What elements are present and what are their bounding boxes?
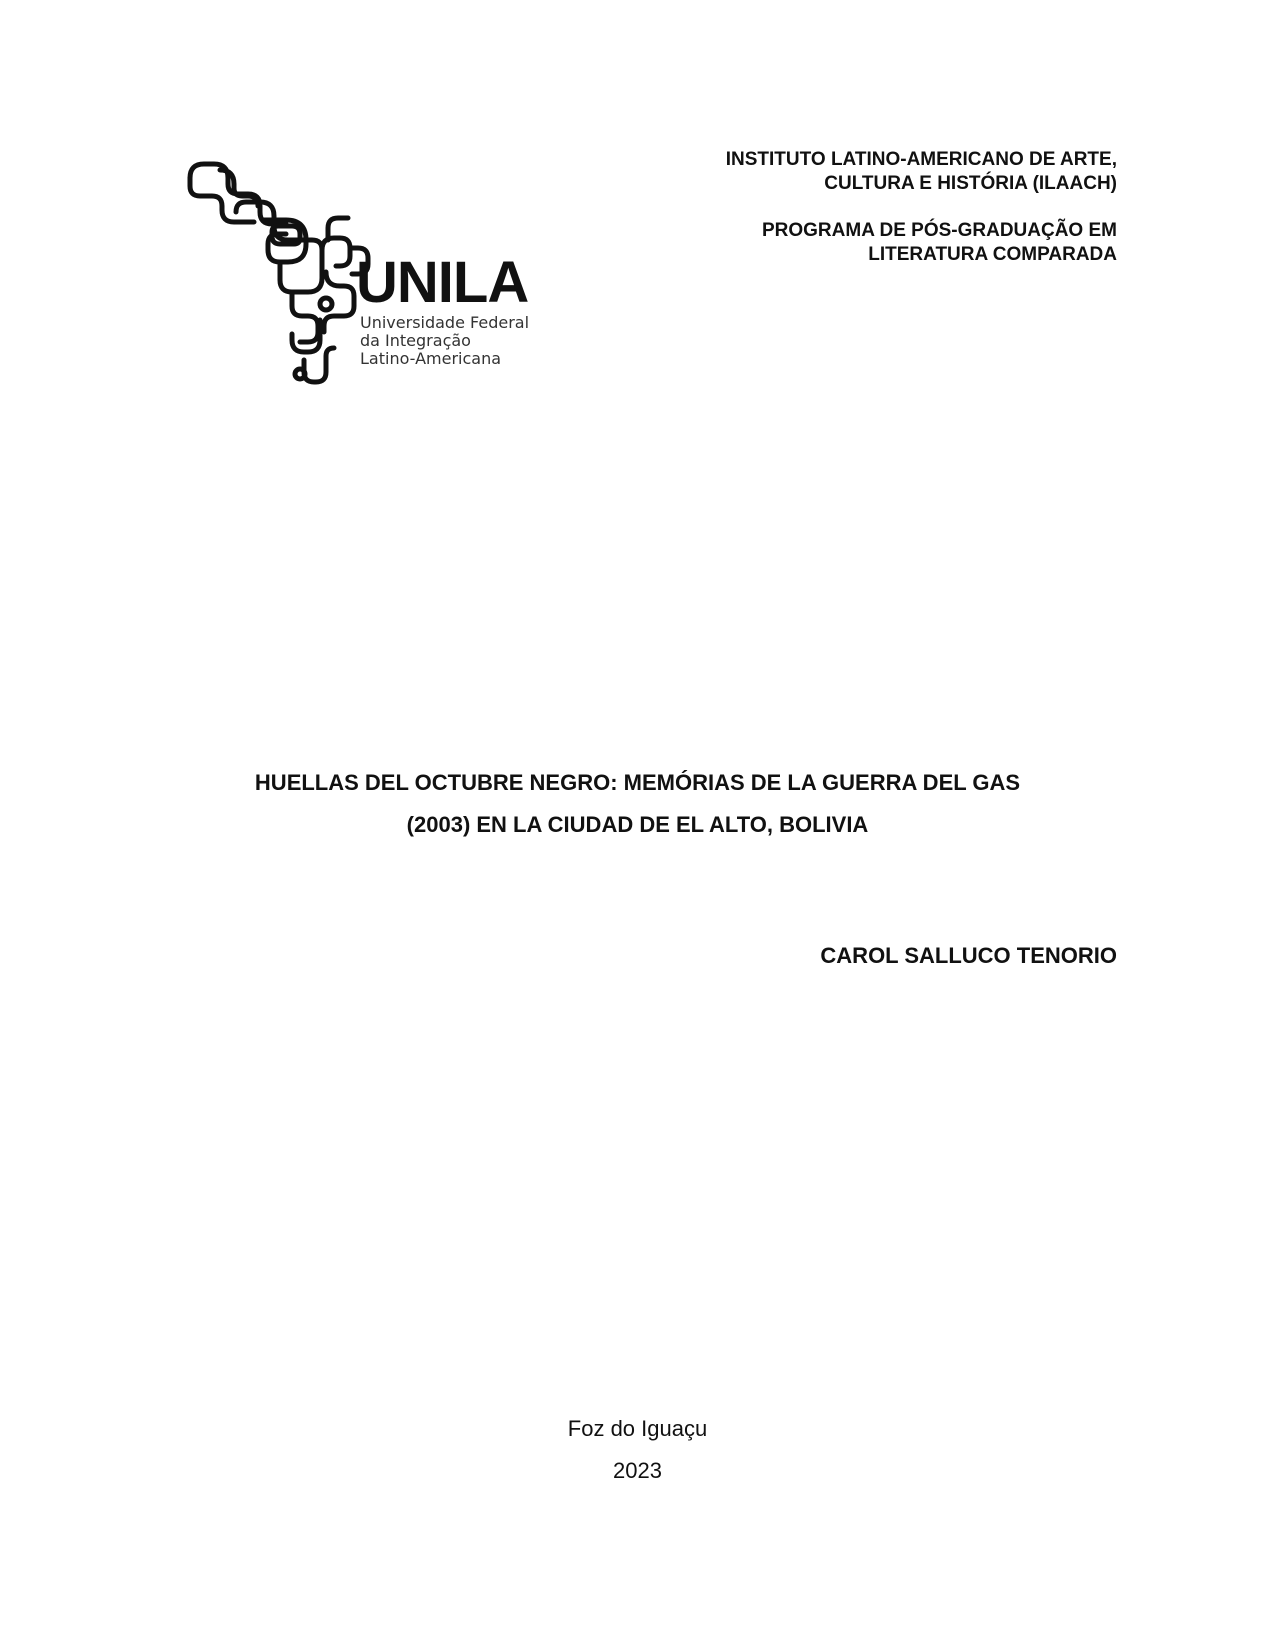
city: Foz do Iguaçu [567, 1416, 708, 1441]
place-and-date [0, 1408, 1275, 1492]
unila-logo [176, 160, 546, 390]
logo-subtitle-line-1: Universidade Federal [360, 313, 530, 332]
institute-line-2: CULTURA E HISTÓRIA (ILAACH) [824, 173, 1117, 194]
institution-header [597, 148, 1117, 267]
logo-subtitle-line-2: da Integração [360, 331, 471, 350]
thesis-title [150, 762, 1125, 846]
logo-wordmark: UNILA [356, 250, 529, 315]
program-line-2: LITERATURA COMPARADA [868, 244, 1117, 265]
unila-logo-icon [176, 160, 546, 390]
logo-subtitle-line-3: Latino-Americana [360, 349, 502, 368]
institute-name [597, 148, 1117, 196]
program-line-1: PROGRAMA DE PÓS-GRADUAÇÃO EM [761, 220, 1117, 241]
institute-line-1: INSTITUTO LATINO-AMERICANO DE ARTE, [725, 149, 1117, 170]
title-line-2: (2003) EN LA CIUDAD DE EL ALTO, BOLIVIA [406, 812, 869, 837]
year: 2023 [613, 1458, 662, 1483]
title-line-1: HUELLAS DEL OCTUBRE NEGRO: MEMÓRIAS DE LA GUERRA DEL GAS [254, 770, 1021, 795]
author-name: CAROL SALLUCO TENORIO [820, 943, 1117, 968]
program-name [597, 219, 1117, 267]
